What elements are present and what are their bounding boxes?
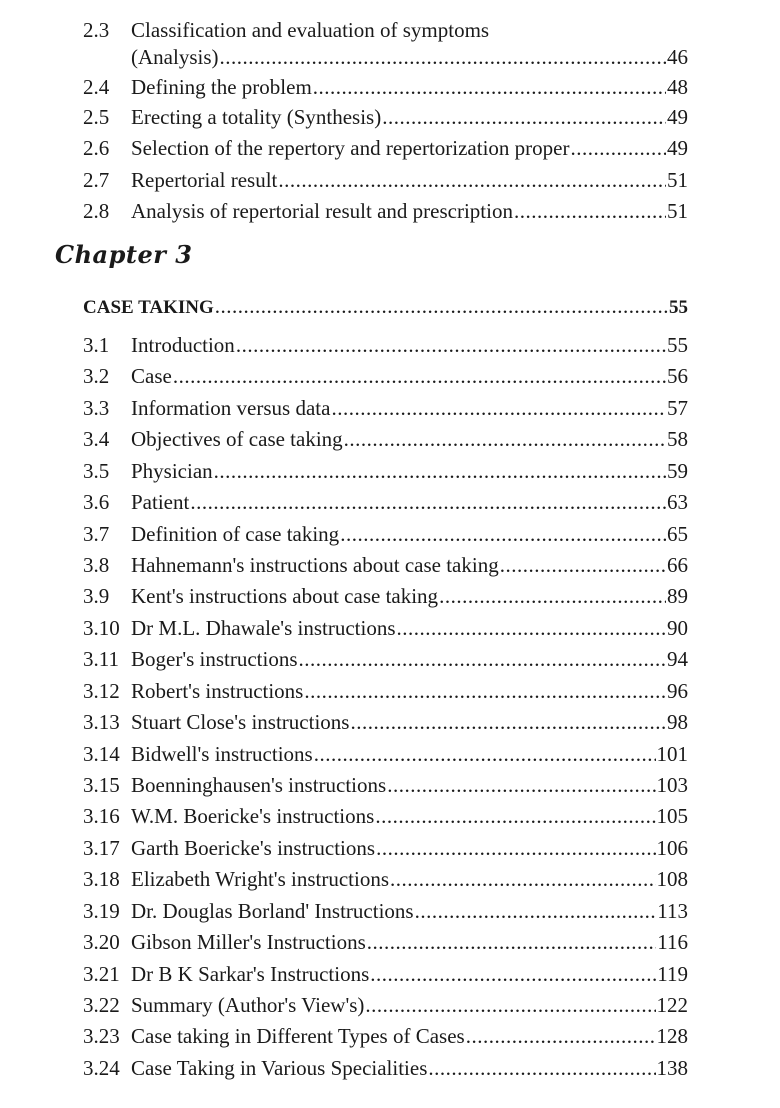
entry-title: Erecting a totality (Synthesis) bbox=[131, 105, 382, 129]
entry-number: 2.7 bbox=[83, 168, 110, 192]
entry-number: 3.5 bbox=[83, 459, 110, 483]
section-page: 55 bbox=[669, 297, 688, 318]
dot-leader bbox=[390, 865, 655, 893]
dot-leader bbox=[190, 488, 666, 516]
entry-page: 49 bbox=[667, 136, 688, 160]
toc-entry bbox=[83, 834, 688, 862]
entry-page: 128 bbox=[656, 1024, 688, 1048]
entry-title: Garth Boericke's instructions bbox=[131, 836, 376, 860]
toc-entry bbox=[83, 1022, 688, 1050]
entry-page: 96 bbox=[667, 679, 688, 703]
toc-entry bbox=[83, 394, 688, 422]
entry-page: 66 bbox=[667, 553, 688, 577]
entry-number: 3.15 bbox=[83, 773, 120, 797]
dot-leader bbox=[439, 582, 666, 610]
toc-entry bbox=[83, 362, 688, 390]
toc-entry bbox=[83, 16, 688, 44]
entry-number: 3.20 bbox=[83, 930, 120, 954]
toc-entry bbox=[83, 928, 688, 956]
entry-title: Selection of the repertory and repertorization proper bbox=[131, 136, 570, 160]
entry-title: Robert's instructions bbox=[131, 679, 304, 703]
entry-number: 2.5 bbox=[83, 105, 110, 129]
entry-page: 116 bbox=[657, 930, 688, 954]
entry-title: Classification and evaluation of symptoms bbox=[131, 18, 490, 42]
entry-page: 59 bbox=[667, 459, 688, 483]
toc-entry bbox=[83, 551, 688, 579]
dot-leader bbox=[514, 197, 666, 225]
toc-entry bbox=[83, 197, 688, 225]
entry-page: 98 bbox=[667, 710, 688, 734]
dot-leader bbox=[214, 457, 666, 485]
entry-number: 3.3 bbox=[83, 396, 110, 420]
entry-page: 138 bbox=[656, 1056, 688, 1080]
entry-number: 3.10 bbox=[83, 616, 120, 640]
entry-number: 3.11 bbox=[83, 647, 119, 671]
toc-entry bbox=[83, 771, 688, 799]
dot-leader bbox=[304, 677, 666, 705]
toc-entry bbox=[83, 897, 688, 925]
section-heading-row bbox=[83, 292, 688, 320]
dot-leader bbox=[299, 645, 666, 673]
entry-page: 55 bbox=[667, 333, 688, 357]
toc-entry bbox=[83, 740, 688, 768]
toc-entry bbox=[83, 614, 688, 642]
entry-number: 3.9 bbox=[83, 584, 110, 608]
dot-leader bbox=[220, 43, 667, 71]
entry-number: 2.6 bbox=[83, 136, 110, 160]
entry-title: Defining the problem bbox=[131, 75, 312, 99]
dot-leader bbox=[340, 520, 666, 548]
toc-entry bbox=[83, 520, 688, 548]
entry-title: Summary (Author's View's) bbox=[131, 993, 365, 1017]
entry-title: Boger's instructions bbox=[131, 647, 298, 671]
toc-entry bbox=[83, 457, 688, 485]
entry-number: 3.4 bbox=[83, 427, 110, 451]
dot-leader bbox=[350, 708, 666, 736]
entry-number: 3.18 bbox=[83, 867, 120, 891]
dot-leader bbox=[278, 166, 666, 194]
dot-leader bbox=[344, 425, 666, 453]
toc-entry bbox=[83, 708, 688, 736]
dot-leader bbox=[500, 551, 666, 579]
entry-title: Definition of case taking bbox=[131, 522, 340, 546]
toc-entry bbox=[83, 677, 688, 705]
entry-title: Case Taking in Various Specialities bbox=[131, 1056, 428, 1080]
dot-leader bbox=[314, 740, 656, 768]
entry-title: Patient bbox=[131, 490, 190, 514]
entry-title: Objectives of case taking bbox=[131, 427, 343, 451]
entry-page: 63 bbox=[667, 490, 688, 514]
entry-number: 3.13 bbox=[83, 710, 120, 734]
entry-number: 3.14 bbox=[83, 742, 120, 766]
entry-title: Stuart Close's instructions bbox=[131, 710, 350, 734]
dot-leader bbox=[375, 802, 655, 830]
entry-page: 48 bbox=[667, 75, 688, 99]
dot-leader bbox=[331, 394, 666, 422]
entry-title: Dr B K Sarkar's Instructions bbox=[131, 962, 370, 986]
dot-leader bbox=[376, 834, 655, 862]
entry-title: Analysis of repertorial result and prescription bbox=[131, 199, 513, 223]
toc-entry bbox=[83, 166, 688, 194]
entry-page: 57 bbox=[667, 396, 688, 420]
entry-number: 3.7 bbox=[83, 522, 110, 546]
entry-page: 65 bbox=[667, 522, 688, 546]
entry-page: 89 bbox=[667, 584, 688, 608]
dot-leader bbox=[382, 103, 666, 131]
entry-page: 94 bbox=[667, 647, 688, 671]
entry-number: 3.21 bbox=[83, 962, 120, 986]
toc-entry bbox=[83, 991, 688, 1019]
toc-entry bbox=[83, 802, 688, 830]
entry-page: 101 bbox=[656, 742, 688, 766]
toc-entry bbox=[83, 103, 688, 131]
entry-page: 113 bbox=[657, 899, 688, 923]
toc-entry bbox=[83, 582, 688, 610]
entry-number: 2.4 bbox=[83, 75, 110, 99]
entry-title: Bidwell's instructions bbox=[131, 742, 313, 766]
entry-page: 122 bbox=[656, 993, 688, 1017]
entry-title: Dr M.L. Dhawale's instructions bbox=[131, 616, 396, 640]
dot-leader bbox=[570, 134, 666, 162]
entry-title: W.M. Boericke's instructions bbox=[131, 804, 375, 828]
dot-leader bbox=[466, 1022, 656, 1050]
dot-leader bbox=[415, 897, 657, 925]
entry-title: Case taking in Different Types of Cases bbox=[131, 1024, 465, 1048]
toc-entry bbox=[83, 1054, 688, 1082]
dot-leader bbox=[367, 928, 656, 956]
entry-title: Gibson Miller's Instructions bbox=[131, 930, 366, 954]
entry-page: 51 bbox=[667, 199, 688, 223]
toc-entry bbox=[83, 865, 688, 893]
toc-entry bbox=[83, 73, 688, 101]
toc-entry bbox=[83, 488, 688, 516]
dot-leader bbox=[365, 991, 655, 1019]
entry-title: Introduction bbox=[131, 333, 235, 357]
entry-page: 49 bbox=[667, 105, 688, 129]
entry-number: 3.8 bbox=[83, 553, 110, 577]
entry-page: 119 bbox=[657, 962, 688, 986]
entry-title: Elizabeth Wright's instructions bbox=[131, 867, 390, 891]
entry-page: 46 bbox=[667, 45, 688, 69]
entry-number: 3.6 bbox=[83, 490, 110, 514]
toc-entry bbox=[83, 645, 688, 673]
entry-number: 3.24 bbox=[83, 1056, 120, 1080]
dot-leader bbox=[387, 771, 655, 799]
entry-number: 2.8 bbox=[83, 199, 110, 223]
dot-leader bbox=[313, 73, 666, 101]
entry-title: Repertorial result bbox=[131, 168, 278, 192]
toc-entry bbox=[83, 134, 688, 162]
dot-leader bbox=[215, 292, 668, 320]
toc-entry bbox=[83, 425, 688, 453]
entry-number: 3.17 bbox=[83, 836, 120, 860]
entry-number: 3.16 bbox=[83, 804, 120, 828]
entry-title: Dr. Douglas Borland' Instructions bbox=[131, 899, 414, 923]
entry-page: 105 bbox=[656, 804, 688, 828]
entry-page: 90 bbox=[667, 616, 688, 640]
toc-entry bbox=[83, 43, 688, 71]
entry-title: Physician bbox=[131, 459, 213, 483]
entry-page: 106 bbox=[656, 836, 688, 860]
entry-number: 3.12 bbox=[83, 679, 120, 703]
entry-page: 58 bbox=[667, 427, 688, 451]
entry-title: Hahnemann's instructions about case taking bbox=[131, 553, 499, 577]
entry-title: (Analysis) bbox=[131, 45, 219, 69]
entry-number: 3.22 bbox=[83, 993, 120, 1017]
entry-page: 51 bbox=[667, 168, 688, 192]
entry-page: 103 bbox=[656, 773, 688, 797]
entry-page: 108 bbox=[656, 867, 688, 891]
entry-number: 3.2 bbox=[83, 364, 110, 388]
entry-title: Kent's instructions about case taking bbox=[131, 584, 439, 608]
entry-title: Boenninghausen's instructions bbox=[131, 773, 387, 797]
dot-leader bbox=[173, 362, 666, 390]
entry-number: 3.1 bbox=[83, 333, 110, 357]
chapter-heading: Chapter 3 bbox=[55, 240, 193, 269]
toc-entry bbox=[83, 960, 688, 988]
dot-leader bbox=[236, 331, 666, 359]
entry-number: 2.3 bbox=[83, 18, 110, 42]
dot-leader bbox=[397, 614, 667, 642]
entry-page: 56 bbox=[667, 364, 688, 388]
section-title: CASE TAKING bbox=[83, 297, 214, 318]
entry-title: Case bbox=[131, 364, 172, 388]
dot-leader bbox=[370, 960, 656, 988]
entry-number: 3.19 bbox=[83, 899, 120, 923]
dot-leader bbox=[428, 1054, 655, 1082]
entry-title: Information versus data bbox=[131, 396, 331, 420]
entry-number: 3.23 bbox=[83, 1024, 120, 1048]
toc-entry bbox=[83, 331, 688, 359]
